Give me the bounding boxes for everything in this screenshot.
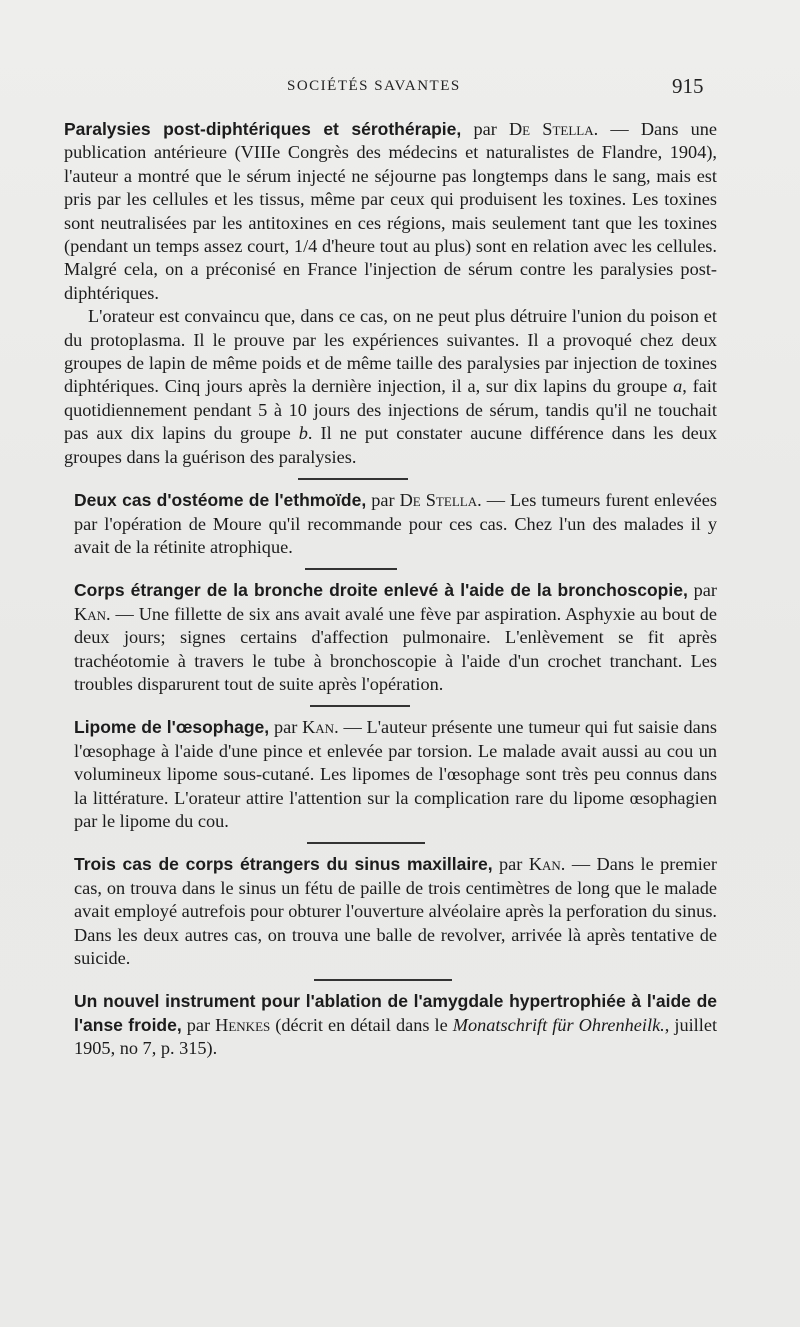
article-by: par [371,490,395,511]
group-label: b [298,423,308,444]
separator [52,696,717,716]
article-lipome [74,716,717,833]
article-paragraph [74,853,717,970]
article-title: Trois cas de corps étrangers du sinus maxillaire, [74,854,493,875]
article-paragraph [74,990,717,1060]
article-author: Henkes [215,1014,271,1035]
article-body: . Il ne put constater aucune différence dans les deux groupes dans la guérison des paralysies. [64,423,717,467]
article-sinus-maxillaire [74,853,717,970]
article-by: par [473,119,497,139]
article-amygdale [74,990,717,1060]
article-body: Les tumeurs furent enlevées par l'opération de Moure qu'il recommande pour ces cas. Chez l'un des malades il y avait de la rétinite atrophique. [74,490,717,557]
article-dash: — [571,854,591,875]
article-by: par [693,580,717,601]
article-title: Un nouvel instrument pour l'ablation de l'amygdale hypertrophiée à l'aide de l'anse froide, [74,991,717,1035]
article-paragraph [74,716,717,833]
article-body: (décrit en détail dans le [275,1014,448,1035]
article-dash: — [486,490,505,511]
journal-title: Monatschrift für Ohrenheilk. [452,1014,665,1035]
page-number: 915 [672,74,704,98]
article-paragraph [74,489,717,559]
page-content [52,118,717,1061]
article-by: par [186,1014,211,1035]
article-title: Corps étranger de la bronche droite enlevé à l'aide de la bronchoscopie, [74,580,688,601]
article-body: Dans une publication antérieure (VIIIe Congrès des médecins et naturalistes de Flandre, 1904), l'auteur a montré que le sérum injecté ne séjourne pas longtemps dans le sang, mais est pris par les cellules et les tissus, même par ceux qui produisent les toxines. Les toxines sont neutralisées par les antitoxines en ces régions, mais seulement tant que les toxines (pendant un temps assez court, 1/4 d'heure tout au plus) sont en relation avec les cellules. Malgré cela, on a préconisé en France l'injection de sérum contre les paralysies post-diphtériques. [64,119,718,303]
article-corps-etranger-bronche [74,579,717,696]
separator [52,833,717,853]
separator [52,469,717,489]
article-osteome [74,489,717,559]
article-body: Dans le premier cas, on trouva dans le sinus un fétu de paille de trois centimètres de long que le malade avait employé autrefois pour obturer l'ouverture alvéolaire après la perforation du sinus. Dans les deux autres cas, on trouva une balle de revolver, arrivée là après tentative de suicide. [74,854,717,968]
article-by: par [499,854,523,875]
article-paragraph [64,118,717,305]
separator [52,559,717,579]
article-by: par [273,717,298,738]
article-author: De Stella. [399,490,482,511]
article-body: , juillet 1905, no 7, p. 315). [74,1014,718,1059]
article-author: Kan. [528,854,566,875]
article-author: Kan. [74,603,111,624]
article-author: De Stella. [508,119,599,139]
article-body: L'auteur présente une tumeur qui fut saisie dans l'œsophage à l'aide d'une pince et enlevée par torsion. Le malade avait aussi au cou un volumineux lipome sous-cutané. Les lipomes de l'œsophage sont très peu connus dans la littérature. L'orateur attire l'attention sur la complication rare du lipome œsophagien par le lipome du cou. [74,717,718,831]
article-dash: — [115,603,134,624]
running-title: SOCIÉTÉS SAVANTES [287,78,461,94]
article-author: Kan. [302,717,339,738]
article-title: Deux cas d'ostéome de l'ethmoïde, [74,490,367,511]
article-dash: — [610,119,629,139]
article-title: Lipome de l'œsophage, [74,717,270,738]
article-body: Une fillette de six ans avait avalé une fève par aspiration. Asphyxie au bout de deux jours; signes certains d'affection pulmonaire. L'enlèvement se fit après trachéotomie à travers le tube à bronchoscopie à l'aide d'un crochet tranchant. Les troubles disparurent tout de suite après l'opération. [74,603,717,694]
article-dash: — [343,717,362,738]
article-body: L'orateur est convaincu que, dans ce cas, on ne peut plus détruire l'union du poison et du protoplasma. Il le prouve par les expériences suivantes. Il a provoqué chez deux groupes de lapin de même poids et de même taille des paralysies par injection de toxines diphtériques. Cinq jours après la dernière injection, il a, sur dix lapins du groupe [64,306,717,397]
article-paragraph [74,579,717,696]
running-header [0,74,800,104]
article-body: , fait quotidiennement pendant 5 à 10 jours des injections de sérum, tandis qu'il ne touchait pas aux dix lapins du groupe [64,376,717,444]
article-title: Paralysies post-diphtériques et sérothérapie, [64,119,462,139]
article-paragraph [64,305,717,469]
group-label: a [673,376,683,397]
article-paralysies [64,118,717,469]
separator [52,970,717,990]
